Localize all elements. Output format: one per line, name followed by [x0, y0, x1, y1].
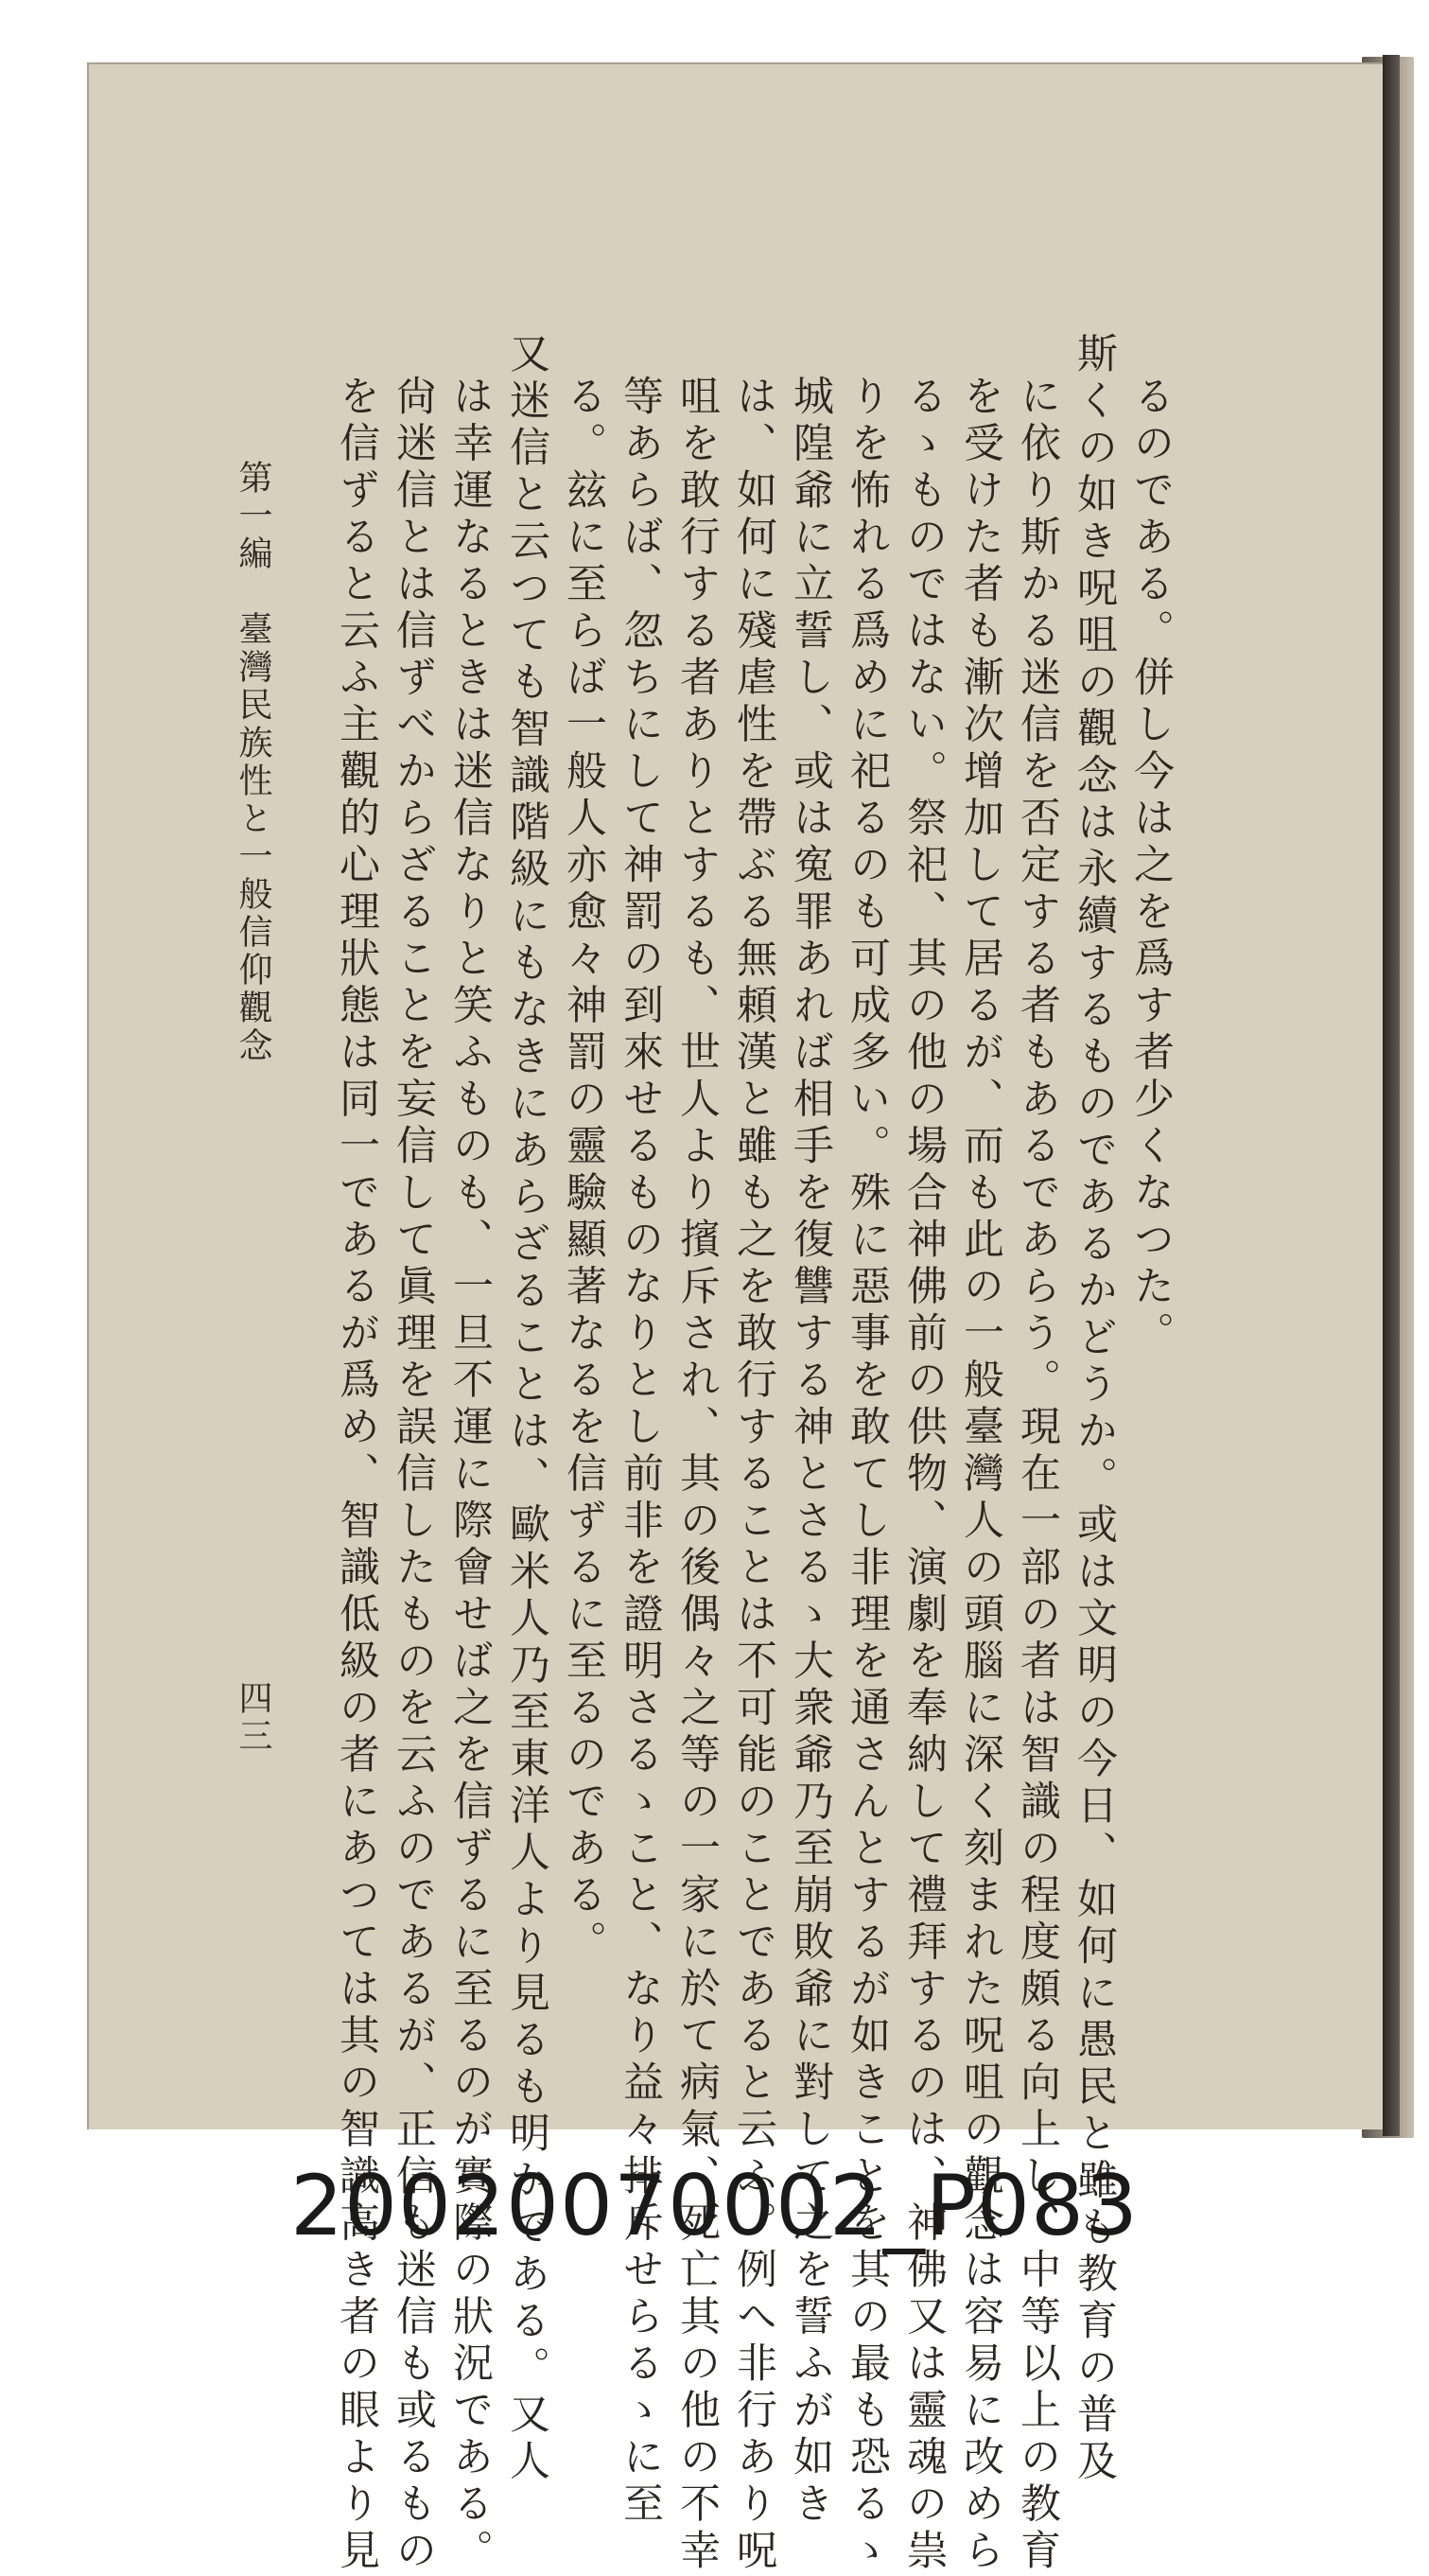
text-line: 斯くの如き呪咀の觀念は永續するものであるかどうか。或は文明の今日、如何に愚民と雖も教育の普及: [1071, 332, 1118, 2486]
text-line: を受けた者も漸次增加して居るが、而も此の一般臺灣人の頭腦に深く刻まれた呪咀の觀念は容易に改めら: [957, 375, 1004, 2576]
page-number: 四三: [234, 1680, 272, 1756]
image-caption: 20020070002_P083: [290, 2157, 1139, 2254]
text-line: は、如何に殘虐性を帶ぶる無頼漢と雖も之を敢行することは不可能のことであると云ふ。例へ非行あり呪: [730, 375, 777, 2576]
text-line: る。玆に至らば一般人亦愈々神罰の靈驗顯著なるを信ずるに至るのである。: [560, 375, 607, 1967]
text-line: 城隍爺に立誓し、或は寃罪あれば相手を復讐する神とさるゝ大衆爺乃至崩敗爺に對して之を誓ふが如き: [787, 375, 834, 2529]
text-line: りを怖れる爲めに祀るのも可成多い。殊に惡事を敢てし非理を通さんとするが如きことを其の最も恐るゝ: [844, 375, 891, 2576]
text-line: は幸運なるときは迷信なりと笑ふものも、一旦不運に際會せば之を信ずるに至るのが實際の狀況である。: [446, 375, 494, 2576]
running-footer: 第一編 臺灣民族性と一般信仰觀念: [234, 460, 272, 1065]
text-line: るのである。併し今は之を爲す者少くなつた。: [1127, 375, 1175, 1358]
book-spine-shadow: [1383, 55, 1400, 2136]
text-line: 咀を敢行する者ありとするも、世人より擯斥され、其の後偶々之等の一家に於て病氣、死亡其の他の不幸: [673, 375, 721, 2576]
text-line: 等あらば、忽ちにして神罰の到來せるものなりとし前非を證明さるゝこと、なり益々排斥せらるゝに至: [617, 375, 664, 2529]
text-line: を信ずると云ふ主觀的心理狀態は同一であるが爲め、智識低級の者にあつては其の智識高き者の眼より見: [333, 375, 380, 2576]
text-line: に依り斯かる迷信を否定する者もあるであらう。現在一部の者は智識の程度頗る向上し、中等以上の教育: [1014, 375, 1061, 2576]
text-line: るゝものではない。祭祀、其の他の場合神佛前の供物、演劇を奉納して禮拜するのは、神佛又は靈魂の祟: [900, 375, 948, 2576]
text-line: 又迷信と云つても智識階級にもなきにあらざることは、歐米人乃至東洋人より見るも明かである。又人: [503, 332, 550, 2486]
text-line: 尙迷信とは信ずべからざることを妄信して眞理を誤信したものを云ふのであるが、正信も迷信も或るもの: [390, 375, 437, 2576]
